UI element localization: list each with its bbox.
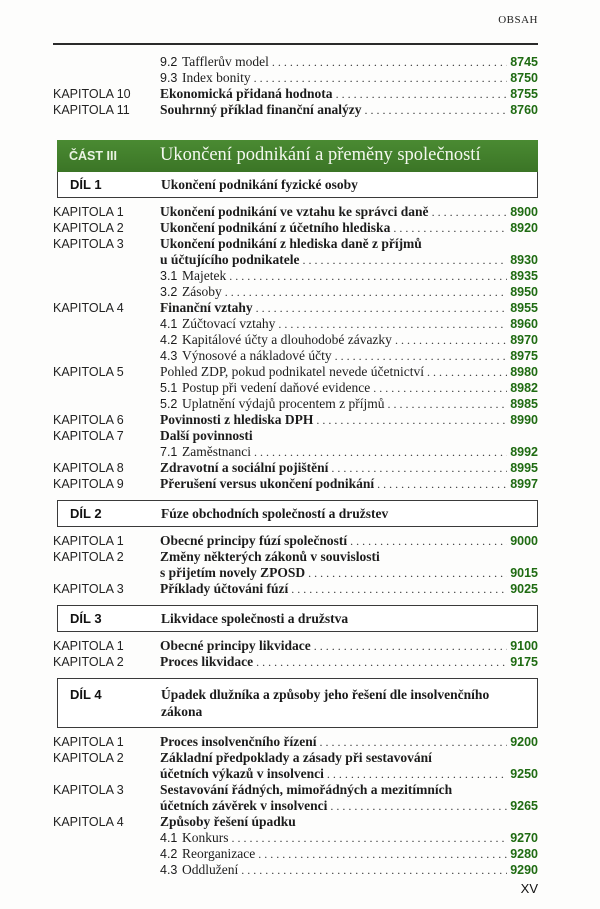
- entry-title: Ukončení podnikání ve vztahu ke správci daně: [160, 204, 429, 219]
- page-number: 8745: [510, 55, 538, 69]
- leader-dots: [229, 268, 507, 284]
- toc-entry[interactable]: [53, 428, 538, 444]
- toc-entry[interactable]: [53, 862, 538, 878]
- page-number: 8900: [510, 205, 538, 219]
- chapter-label: KAPITOLA 2: [53, 655, 124, 669]
- toc-entry[interactable]: [53, 581, 538, 597]
- entry-title: Přerušení versus ukončení podnikání: [160, 476, 375, 491]
- entry-title: Povinnosti z hlediska DPH: [160, 412, 314, 427]
- chapter-label: KAPITOLA 3: [53, 783, 124, 797]
- entry-title: Uplatnění výdajů procentem z příjmů: [182, 396, 385, 411]
- leader-dots: [316, 412, 507, 428]
- toc-entry[interactable]: [53, 549, 538, 565]
- leader-dots: [254, 70, 508, 86]
- section-number: 7.1: [160, 445, 178, 459]
- chapter-label: KAPITOLA 8: [53, 461, 124, 475]
- dil-4-header: [57, 678, 538, 728]
- chapter-label: KAPITOLA 1: [53, 205, 124, 219]
- entry-title-line2: u účtujícího podnikatele: [160, 252, 300, 267]
- leader-dots: [291, 581, 507, 597]
- entry-title: Zúčtovací vztahy: [182, 316, 276, 331]
- toc-entry-continuation[interactable]: [53, 798, 538, 814]
- leader-dots: [320, 734, 508, 750]
- chapter-label: KAPITOLA 1: [53, 735, 124, 749]
- toc-entry[interactable]: [53, 316, 538, 332]
- leader-dots: [327, 766, 507, 782]
- dil-title: Fúze obchodních společností a družstev: [161, 506, 389, 521]
- leader-dots: [254, 444, 507, 460]
- chapter-label: KAPITOLA 6: [53, 413, 124, 427]
- toc-entry[interactable]: [53, 654, 538, 670]
- section-number: 5.1: [160, 381, 178, 395]
- entry-title: Výnosové a nákladové účty: [182, 348, 332, 363]
- page-number: 9250: [510, 767, 538, 781]
- dil-title: Úpadek dlužníka a způsoby jeho řešení dle insolvenčního zákona: [161, 687, 490, 719]
- page-number: 9100: [510, 639, 538, 653]
- toc-entry[interactable]: [53, 750, 538, 766]
- section-number: 4.3: [160, 349, 178, 363]
- toc-entry[interactable]: [53, 830, 538, 846]
- toc-entry[interactable]: [53, 814, 538, 830]
- entry-title: Obecné principy likvidace: [160, 638, 311, 653]
- entry-title: Další povinnosti: [160, 428, 253, 443]
- toc-entry[interactable]: [53, 86, 538, 102]
- page-number: 9000: [510, 534, 538, 548]
- toc-entry[interactable]: [53, 638, 538, 654]
- toc-entry[interactable]: [53, 476, 538, 492]
- entry-title: Způsoby řešení úpadku: [160, 814, 296, 829]
- leader-dots: [373, 380, 507, 396]
- leader-dots: [308, 565, 507, 581]
- leader-dots: [232, 830, 508, 846]
- toc-entry[interactable]: [53, 364, 538, 380]
- page-number: 8980: [510, 365, 538, 379]
- chapter-label: KAPITOLA 3: [53, 582, 124, 596]
- entry-title: Změny některých zákonů v souvislosti: [160, 549, 380, 564]
- chapter-label: KAPITOLA 11: [53, 103, 130, 117]
- section-number: 4.3: [160, 863, 178, 877]
- entry-title: Zaměstnanci: [182, 444, 251, 459]
- leader-dots: [256, 300, 508, 316]
- header-rule: [53, 43, 538, 45]
- page-number: 8935: [510, 269, 538, 283]
- leader-dots: [427, 364, 507, 380]
- section-number: 4.1: [160, 831, 178, 845]
- chapter-label: KAPITOLA 1: [53, 639, 124, 653]
- toc-entry[interactable]: [53, 460, 538, 476]
- leader-dots: [314, 638, 507, 654]
- page-number: 8997: [510, 477, 538, 491]
- entry-title: Pohled ZDP, pokud podnikatel nevede účetnictví: [160, 364, 424, 379]
- chapter-label: KAPITOLA 9: [53, 477, 124, 491]
- page-number: 8992: [510, 445, 538, 459]
- dil-label: DÍL 3: [70, 611, 102, 626]
- page-number: 9025: [510, 582, 538, 596]
- entry-title: Proces insolvenčního řízení: [160, 734, 317, 749]
- page-number: 9200: [510, 735, 538, 749]
- page-number: 8950: [510, 285, 538, 299]
- leader-dots: [225, 284, 507, 300]
- section-number: 9.2: [160, 55, 178, 69]
- toc-entry[interactable]: [53, 846, 538, 862]
- leader-dots: [432, 204, 508, 220]
- toc-entry[interactable]: [53, 300, 538, 316]
- entry-title: Majetek: [182, 268, 227, 283]
- leader-dots: [303, 252, 508, 268]
- leader-dots: [331, 460, 507, 476]
- toc-entry-continuation[interactable]: [53, 565, 538, 581]
- leader-dots: [330, 798, 507, 814]
- part-header: [57, 140, 538, 172]
- entry-title: Souhrnný příklad finanční analýzy: [160, 102, 362, 117]
- dil-2-header: [57, 500, 538, 527]
- entry-title: Oddlužení: [182, 862, 239, 877]
- entry-title: Konkurs: [182, 830, 229, 845]
- entry-title: Proces likvidace: [160, 654, 254, 669]
- entry-title: Zásoby: [182, 284, 222, 299]
- entry-title: Základní předpoklady a zásady při sestavování: [160, 750, 432, 765]
- page-number: 8985: [510, 397, 538, 411]
- page-number: 9015: [510, 566, 538, 580]
- dil-label: DÍL 4: [70, 687, 102, 702]
- page-number: 9270: [510, 831, 538, 845]
- running-header: OBSAH: [498, 14, 538, 26]
- page-number: 8955: [510, 301, 538, 315]
- dil-title: Ukončení podnikání fyzické osoby: [161, 177, 358, 192]
- toc-entry[interactable]: [53, 734, 538, 750]
- chapter-label: KAPITOLA 2: [53, 221, 124, 235]
- section-number: 9.3: [160, 71, 178, 85]
- leader-dots: [350, 533, 507, 549]
- toc-entry[interactable]: [53, 332, 538, 348]
- entry-title: Ukončení podnikání z účetního hlediska: [160, 220, 391, 235]
- leader-dots: [377, 476, 507, 492]
- page-number: 8990: [510, 413, 538, 427]
- leader-dots: [364, 102, 507, 118]
- leader-dots: [256, 654, 507, 670]
- page-number: 8750: [510, 71, 538, 85]
- page-number: 8755: [510, 87, 538, 101]
- toc-entry[interactable]: [53, 220, 538, 236]
- entry-title-line2: s přijetím novely ZPOSD: [160, 565, 306, 580]
- toc-entry[interactable]: [53, 204, 538, 220]
- entry-title: Reorganizace: [182, 846, 256, 861]
- page-number: 9280: [510, 847, 538, 861]
- chapter-label: KAPITOLA 2: [53, 550, 124, 564]
- toc-entry[interactable]: [53, 268, 538, 284]
- entry-title: Zdravotní a sociální pojištění: [160, 460, 329, 475]
- toc-entry[interactable]: [53, 412, 538, 428]
- chapter-label: KAPITOLA 1: [53, 534, 124, 548]
- leader-dots: [241, 862, 507, 878]
- section-number: 4.2: [160, 847, 178, 861]
- dil-title: Likvidace společnosti a družstva: [161, 611, 349, 626]
- chapter-label: KAPITOLA 2: [53, 751, 124, 765]
- page-number: 9175: [510, 655, 538, 669]
- toc-entry[interactable]: [53, 284, 538, 300]
- table-of-contents: [53, 54, 538, 878]
- dil-3-header: [57, 605, 538, 632]
- entry-title: Index bonity: [182, 70, 251, 85]
- leader-dots: [393, 220, 507, 236]
- entry-title: Kapitálové účty a dlouhodobé závazky: [182, 332, 392, 347]
- page-number: 8982: [510, 381, 538, 395]
- toc-entry[interactable]: [53, 70, 538, 86]
- part-label: ČÁST III: [69, 149, 117, 163]
- page-number: 8930: [510, 253, 538, 267]
- page-number: 8975: [510, 349, 538, 363]
- entry-title: Obecné principy fúzí společností: [160, 533, 348, 548]
- page-number: 8995: [510, 461, 538, 475]
- dil-label: DÍL 2: [70, 506, 102, 521]
- section-number: 5.2: [160, 397, 178, 411]
- leader-dots: [335, 348, 508, 364]
- page-number: 9265: [510, 799, 538, 813]
- entry-title: Tafflerův model: [182, 54, 269, 69]
- page-number: 8970: [510, 333, 538, 347]
- toc-entry[interactable]: [53, 236, 538, 252]
- entry-title: Ukončení podnikání z hlediska daně z příjmů: [160, 236, 422, 251]
- entry-title: Sestavování řádných, mimořádných a mezitímních: [160, 782, 453, 797]
- entry-title: Postup při vedení daňové evidence: [182, 380, 371, 395]
- toc-entry[interactable]: [53, 102, 538, 118]
- page-number: 8760: [510, 103, 538, 117]
- toc-entry[interactable]: [53, 782, 538, 798]
- leader-dots: [272, 54, 507, 70]
- chapter-label: KAPITOLA 5: [53, 365, 124, 379]
- leader-dots: [387, 396, 507, 412]
- chapter-label: KAPITOLA 3: [53, 237, 124, 251]
- chapter-label: KAPITOLA 4: [53, 815, 124, 829]
- toc-entry[interactable]: [53, 348, 538, 364]
- part-title: Ukončení podnikání a přeměny společností: [160, 145, 481, 165]
- dil-label: DÍL 1: [70, 177, 102, 192]
- section-number: 3.2: [160, 285, 178, 299]
- toc-entry-continuation[interactable]: [53, 252, 538, 268]
- section-number: 4.1: [160, 317, 178, 331]
- toc-entry[interactable]: [53, 54, 538, 70]
- entry-title-line2: účetních závěrek v insolvenci: [160, 798, 328, 813]
- dil-1-header: [57, 172, 538, 198]
- chapter-label: KAPITOLA 7: [53, 429, 124, 443]
- entry-title: Ekonomická přidaná hodnota: [160, 86, 333, 101]
- toc-entry[interactable]: [53, 444, 538, 460]
- leader-dots: [395, 332, 507, 348]
- toc-entry-continuation[interactable]: [53, 766, 538, 782]
- toc-entry[interactable]: [53, 533, 538, 549]
- page-number: 8960: [510, 317, 538, 331]
- entry-title: Příklady účtováni fúzí: [160, 581, 289, 596]
- chapter-label: KAPITOLA 4: [53, 301, 124, 315]
- page-folio: XV: [520, 881, 538, 896]
- toc-entry[interactable]: [53, 396, 538, 412]
- toc-entry[interactable]: [53, 380, 538, 396]
- leader-dots: [278, 316, 507, 332]
- chapter-label: KAPITOLA 10: [53, 87, 131, 101]
- entry-title-line2: účetních výkazů v insolvenci: [160, 766, 324, 781]
- section-number: 3.1: [160, 269, 178, 283]
- leader-dots: [258, 846, 507, 862]
- entry-title: Finanční vztahy: [160, 300, 253, 315]
- page-number: 9290: [510, 863, 538, 877]
- section-number: 4.2: [160, 333, 178, 347]
- leader-dots: [336, 86, 508, 102]
- page-number: 8920: [510, 221, 538, 235]
